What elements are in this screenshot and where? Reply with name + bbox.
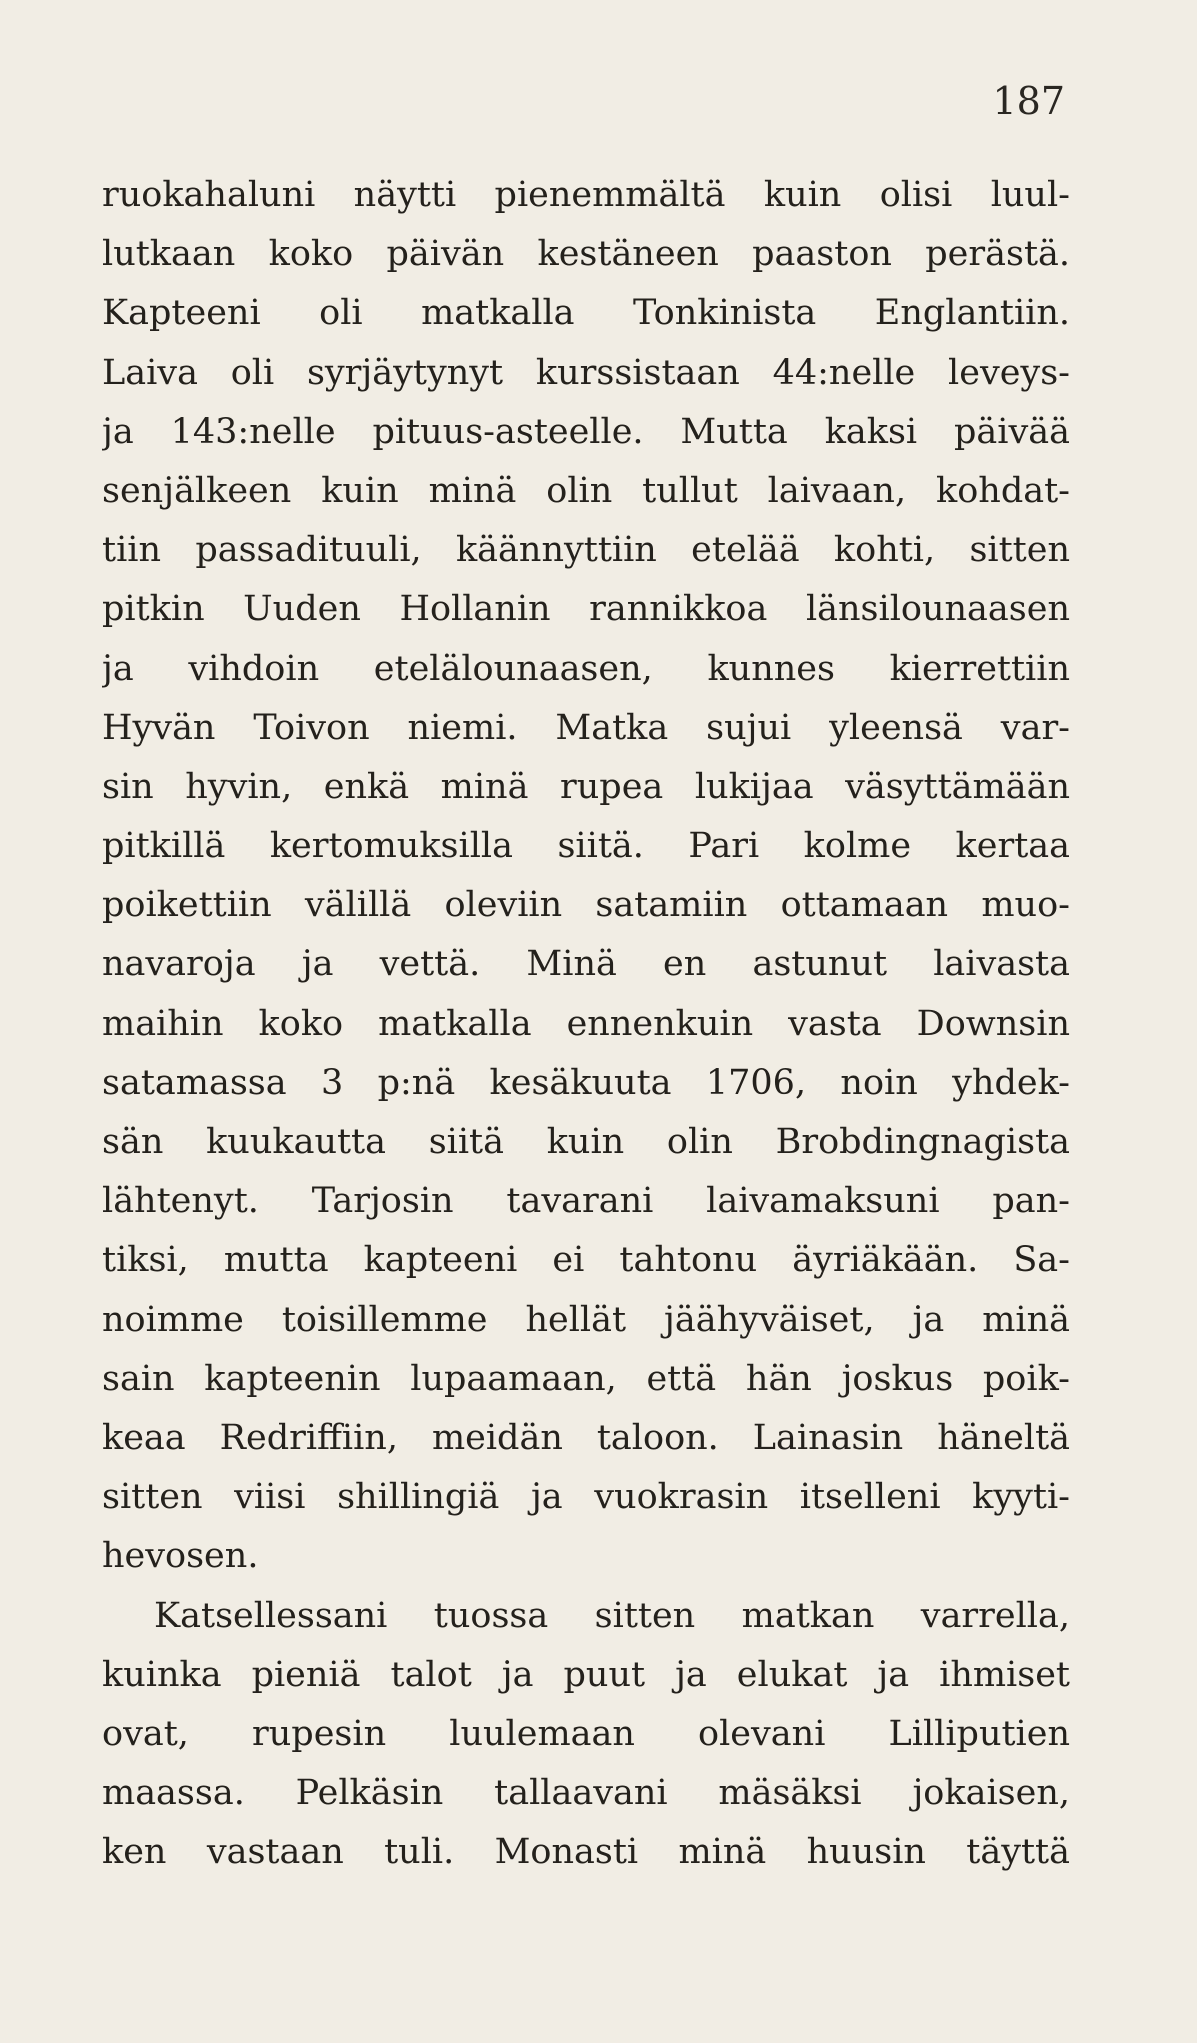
page-number: 187 [992, 79, 1065, 123]
text-line: pitkillä kertomuksilla siitä. Pari kolme kertaa [102, 826, 1070, 867]
text-line: ja 143:nelle pituus-asteelle. Mutta kaksi päivää [102, 411, 1070, 452]
text-line: ja vihdoin etelälounaasen, kunnes kierrettiin [102, 648, 1070, 689]
text-line: sän kuukautta siitä kuin olin Brobdingnagista [102, 1122, 1070, 1162]
text-line: kuinka pieniä talot ja puut ja elukat ja ihmiset [102, 1654, 1070, 1695]
text-line: ken vastaan tuli. Monasti minä huusin täyttä [102, 1832, 1070, 1873]
text-line: ovat, rupesin luulemaan olevani Lilliputien [102, 1713, 1070, 1754]
text-line: navaroja ja vettä. Minä en astunut laivasta [102, 944, 1070, 985]
text-line: lutkaan koko päivän kestäneen paaston perästä. [102, 234, 1070, 275]
text-line: ruokahaluni näytti pienemmältä kuin olisi luul- [102, 175, 1070, 215]
text-line: lähtenyt. Tarjosin tavarani laivamaksuni pan- [102, 1181, 1070, 1222]
body-text [102, 166, 1070, 1882]
text-line: tiksi, mutta kapteeni ei tahtonu äyriäkään. Sa- [102, 1240, 1070, 1281]
text-line: pitkin Uuden Hollanin rannikkoa länsilounaasen [102, 589, 1070, 630]
text-line: hevosen. [102, 1536, 259, 1577]
text-line: Kapteeni oli matkalla Tonkinista Englantiin. [102, 293, 1070, 334]
text-line: sitten viisi shillingiä ja vuokrasin itselleni kyyti- [102, 1477, 1070, 1518]
text-line: senjälkeen kuin minä olin tullut laivaan, kohdat- [102, 470, 1070, 511]
text-line: satamassa 3 p:nä kesäkuuta 1706, noin yhdek- [102, 1062, 1070, 1103]
text-line: maihin koko matkalla ennenkuin vasta Downsin [102, 1003, 1070, 1044]
text-line: Laiva oli syrjäytynyt kurssistaan 44:nelle leveys- [102, 352, 1070, 393]
text-line: maassa. Pelkäsin tallaavani mäsäksi jokaisen, [102, 1773, 1070, 1814]
text-line: poikettiin välillä oleviin satamiin ottamaan muo- [102, 885, 1070, 926]
text-line: tiin passadituuli, käännyttiin etelää kohti, sitten [102, 530, 1070, 571]
paragraph-start-line: Katsellessani tuossa sitten matkan varrella, [154, 1595, 1070, 1636]
text-line: noimme toisillemme hellät jäähyväiset, ja minä [102, 1299, 1070, 1340]
text-line: sain kapteenin lupaamaan, että hän joskus poik- [102, 1358, 1070, 1399]
text-line: sin hyvin, enkä minä rupea lukijaa väsyttämään [102, 766, 1070, 807]
text-line: Hyvän Toivon niemi. Matka sujui yleensä var- [102, 707, 1070, 748]
text-line: keaa Redriffiin, meidän taloon. Lainasin häneltä [102, 1417, 1070, 1458]
